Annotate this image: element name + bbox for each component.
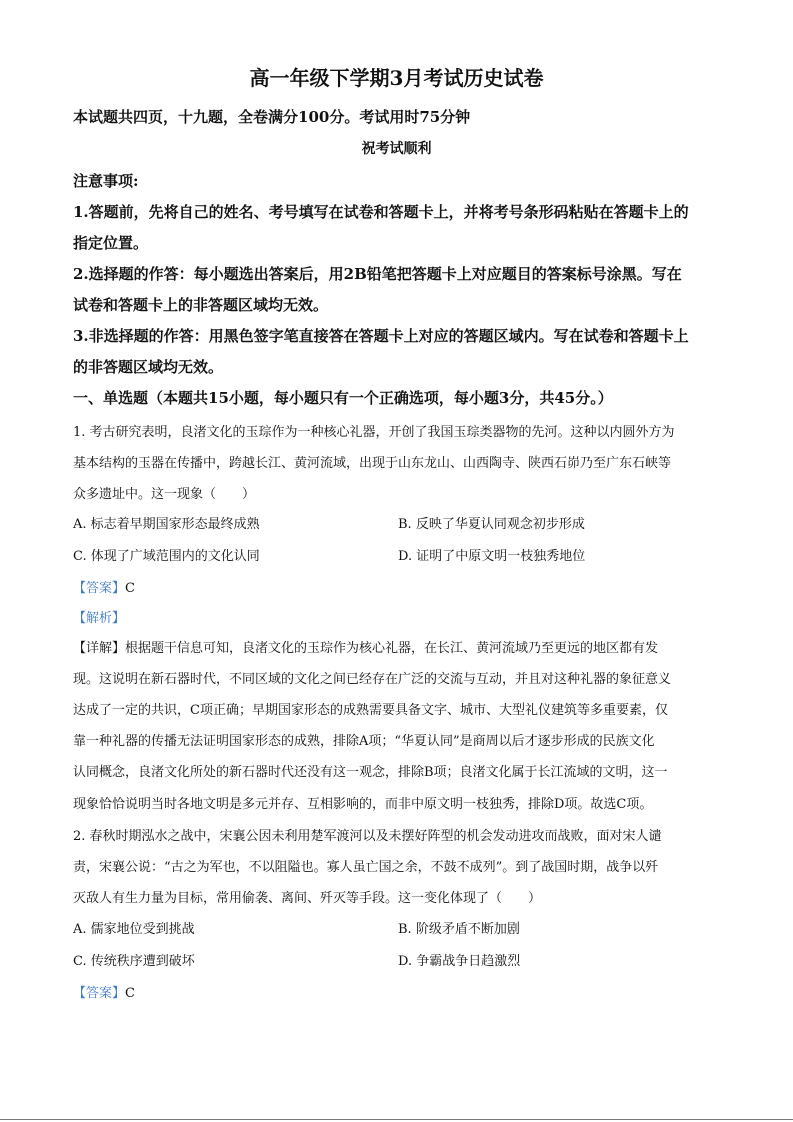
q1-detail-line: 达成了一定的共识，C项正确；早期国家形态的成熟需要具备文字、城市、大型礼仪建筑等多重要素，仅 [73, 703, 668, 718]
q1-answer [73, 577, 135, 596]
notes-line: 2.选择题的作答：每小题选出答案后，用2B铅笔把答题卡上对应题目的答案标号涂黑。写在 [73, 265, 682, 283]
answer-tag: 【答案】 [73, 581, 126, 596]
exam-wish: 祝考试顺利 [361, 141, 432, 157]
answer-value: C [125, 581, 135, 596]
q1-detail-line: 现象恰恰说明当时各地文明是多元并存、互相影响的，而非中原文明一枝独秀，排除D项。故选C项。 [73, 797, 653, 812]
detail-tag: 【详解】 [73, 641, 126, 656]
q1-option-d: D. 证明了中原文明一枝独秀地位 [398, 549, 586, 564]
q1-stem-line: 1. 考古研究表明，良渚文化的玉琮作为一种核心礼器，开创了我国玉琮类器物的先河。这种以内圆外方为 [73, 425, 675, 440]
q2-option-d: D. 争霸战争日趋激烈 [398, 954, 521, 969]
q1-detail-line: 靠一种礼器的传播无法证明国家形态的成熟，排除A项；“华夏认同”是商周以后才逐步形成的民族文化 [73, 734, 655, 749]
q2-option-c: C. 传统秩序遭到破坏 [73, 954, 195, 969]
q2-option-b: B. 阶级矛盾不断加剧 [398, 922, 520, 937]
q1-stem-line: 众多遗址中。这一现象（ ） [73, 487, 256, 502]
notes-line: 的非答题区域均无效。 [73, 358, 224, 376]
answer-tag: 【答案】 [73, 986, 126, 1001]
q1-stem-line: 基本结构的玉器在传播中，跨越长江、黄河流域，出现于山东龙山、山西陶寺、陕西石峁乃至广东石峡等 [73, 456, 672, 471]
page-bottom-rule [0, 1119, 793, 1120]
q1-option-a: A. 标志着早期国家形态最终成熟 [73, 517, 260, 532]
q2-stem-line: 2. 春秋时期泓水之战中，宋襄公因未利用楚军渡河以及未摆好阵型的机会发动进攻而战败，面对宋人谴 [73, 829, 662, 844]
notes-line: 1.答题前，先将自己的姓名、考号填写在试卷和答题卡上，并将考号条形码粘贴在答题卡上的 [73, 203, 689, 221]
detail-text: 根据题干信息可知，良渚文化的玉琮作为核心礼器，在长江、黄河流域乃至更远的地区都有发 [125, 641, 659, 656]
q1-option-c: C. 体现了广域范围内的文化认同 [73, 549, 260, 564]
section-heading: 一、单选题（本题共15小题，每小题只有一个正确选项，每小题3分，共45分。） [73, 389, 613, 407]
q1-detail-line [73, 637, 658, 656]
notes-line: 试卷和答题卡上的非答题区域均无效。 [73, 296, 329, 314]
answer-value: C [125, 986, 135, 1001]
q1-detail-line: 现。这说明在新石器时代，不同区域的文化之间已经存在广泛的交流与互动，并且对这种礼器的象征意义 [73, 672, 672, 687]
q1-detail-line: 认同概念，良渚文化所处的新石器时代还没有这一观念，排除B项；良渚文化属于长江流域的文明，这一 [73, 765, 668, 780]
notes-line: 指定位置。 [73, 234, 149, 252]
exam-intro: 本试题共四页，十九题，全卷满分100分。考试用时75分钟 [73, 108, 471, 126]
q1-option-b: B. 反映了华夏认同观念初步形成 [398, 517, 585, 532]
q2-option-a: A. 儒家地位受到挑战 [73, 922, 195, 937]
q2-stem-line: 灭敌人有生力量为目标，常用偷袭、离间、歼灭等手段。这一变化体现了（ ） [73, 891, 542, 906]
page-title: 高一年级下学期3月考试历史试卷 [249, 66, 544, 90]
q1-analysis-tag: 【解析】 [73, 611, 126, 626]
notes-heading: 注意事项: [73, 172, 139, 190]
notes-line: 3.非选择题的作答：用黑色签字笔直接答在答题卡上对应的答题区域内。写在试卷和答题卡上 [73, 327, 689, 345]
q2-answer [73, 982, 135, 1001]
q2-stem-line: 责，宋襄公说：“古之为军也，不以阻隘也。寡人虽亡国之余，不鼓不成列”。到了战国时期，战争以歼 [73, 860, 659, 875]
